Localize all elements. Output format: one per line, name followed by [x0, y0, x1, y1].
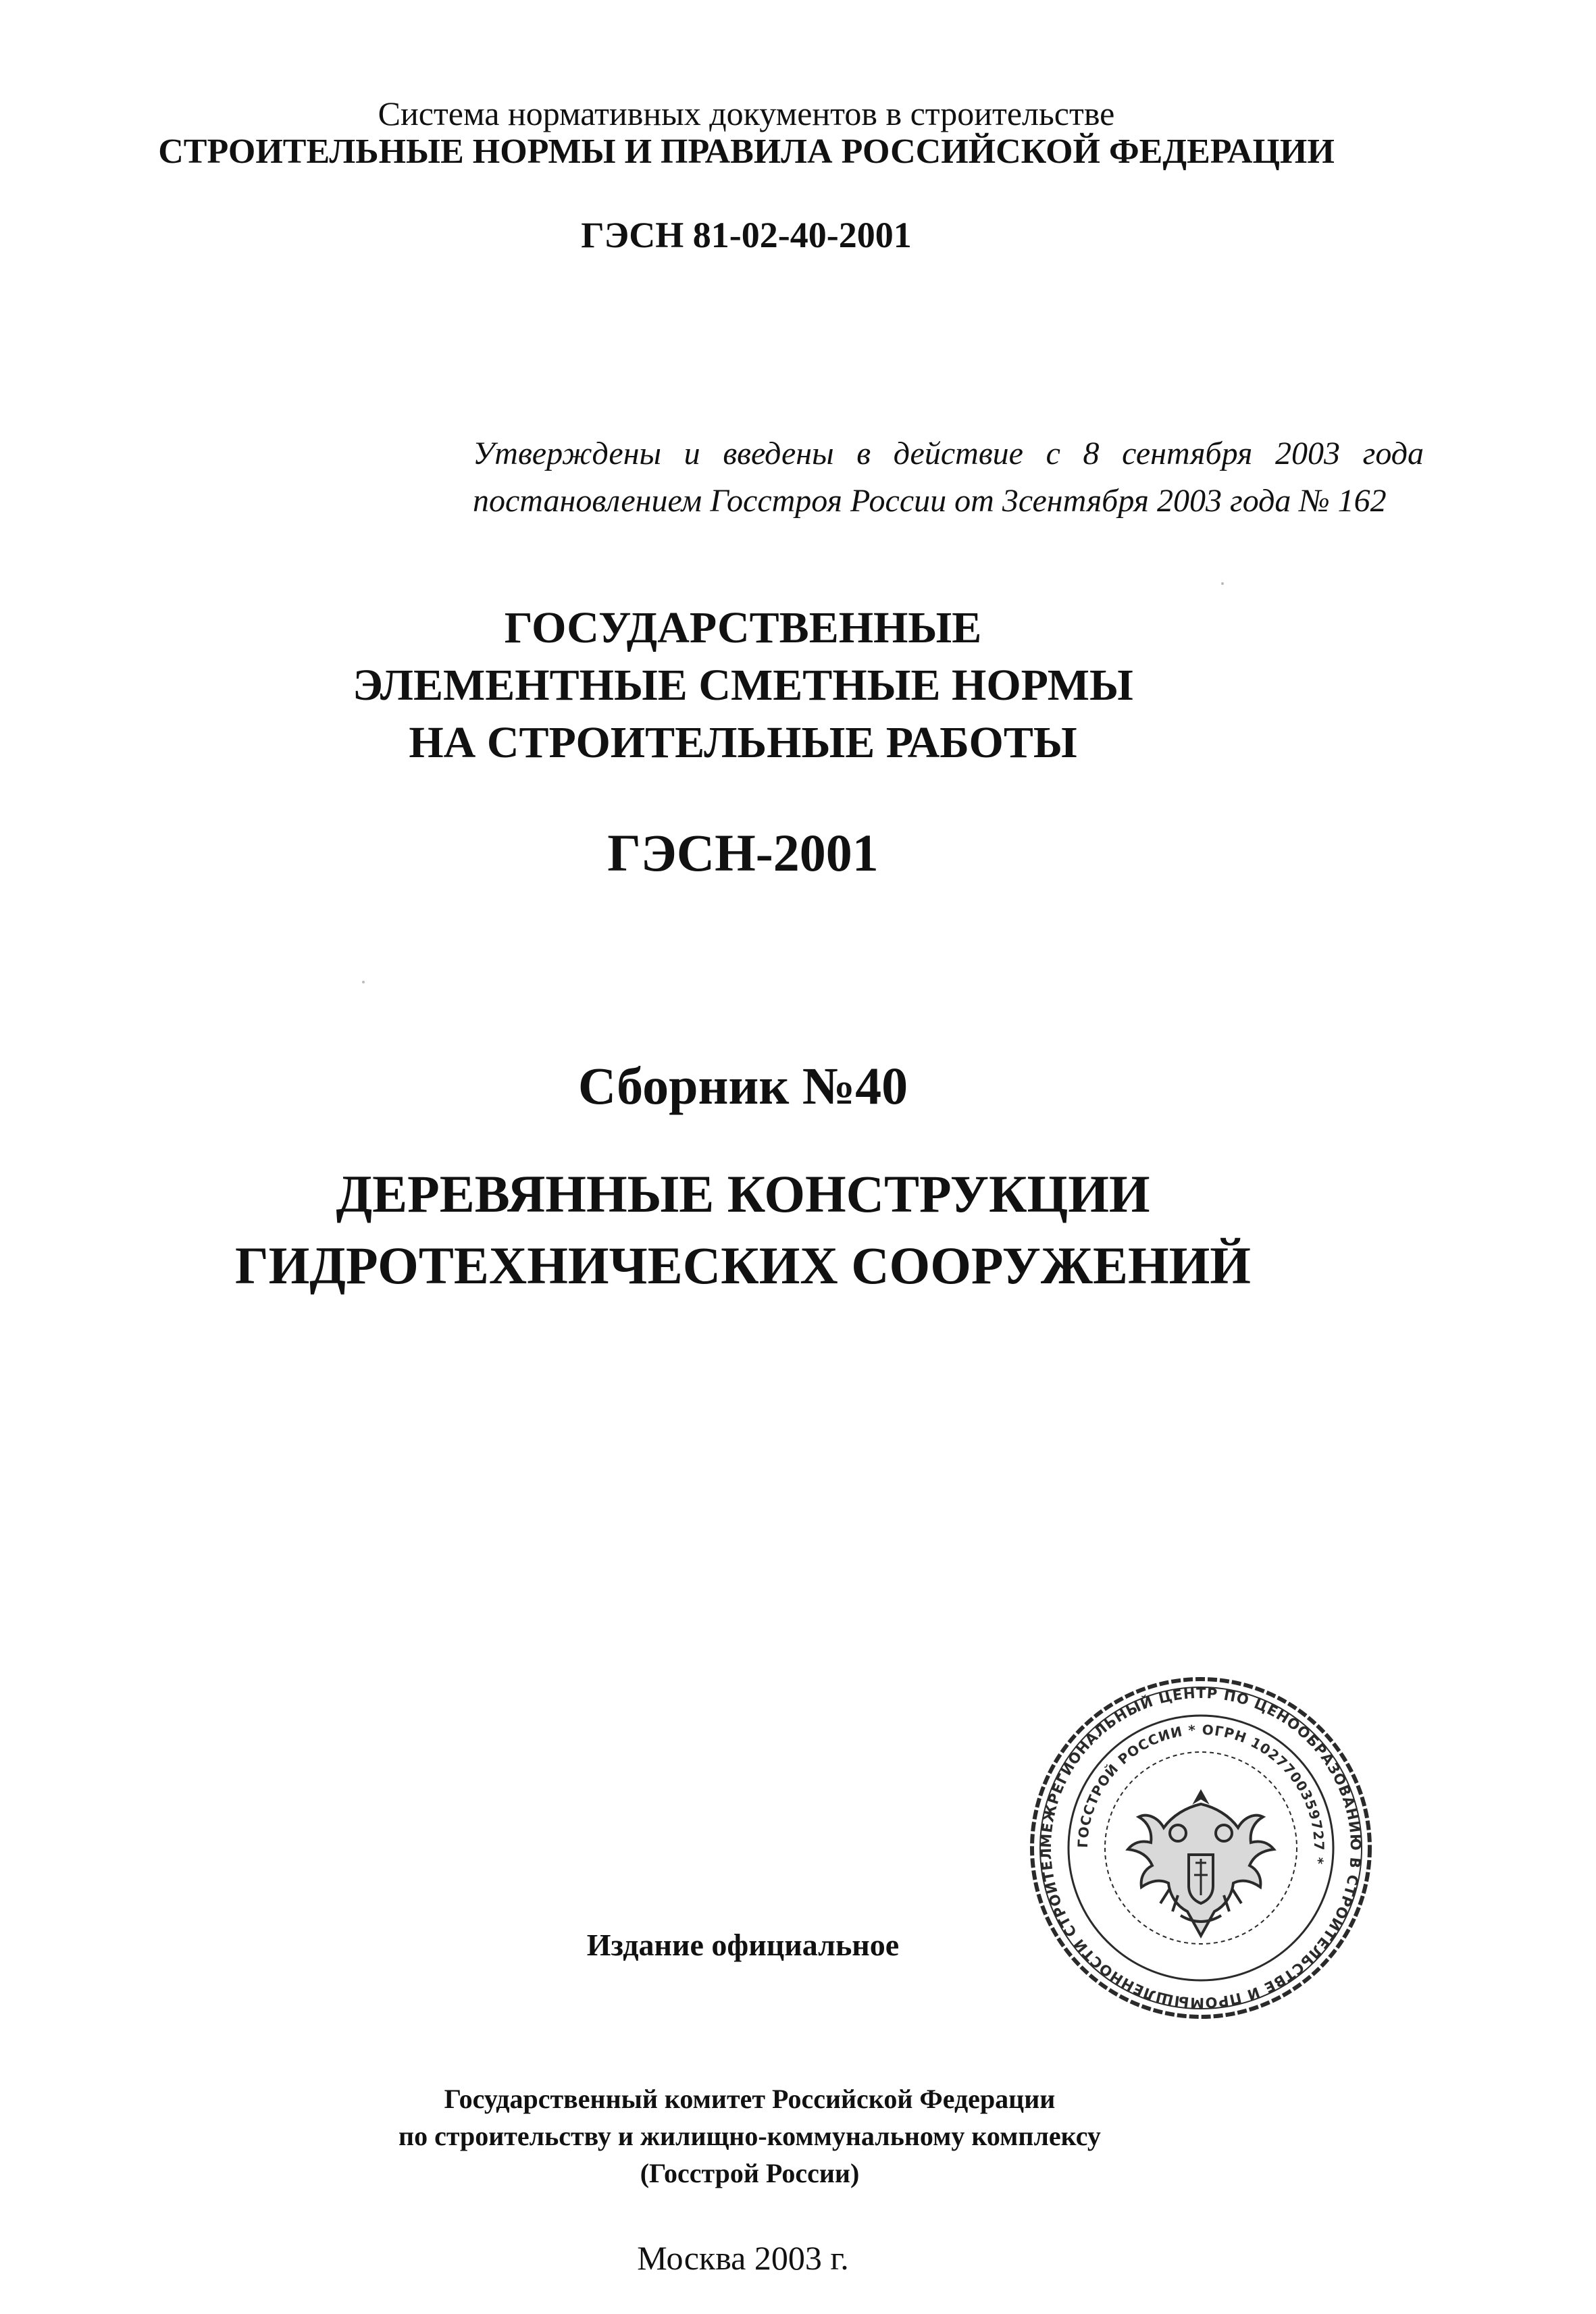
collection-subject-line-1: ДЕРЕВЯННЫЕ КОНСТРУКЦИИ — [336, 1164, 1150, 1223]
publisher-line-2: по строительству и жилищно-коммунальному комплексу — [398, 2121, 1101, 2151]
eagle-emblem-icon — [1128, 1791, 1274, 1936]
city-year: Москва 2003 г. — [637, 2239, 849, 2277]
approval-line-2: постановлением Госстроя России от 3сентября 2003 года № 162 — [473, 483, 1387, 519]
document-code: ГЭСН 81-02-40-2001 — [581, 215, 912, 255]
snip-heading: СТРОИТЕЛЬНЫЕ НОРМЫ И ПРАВИЛА РОССИЙСКОЙ ФЕДЕРАЦИИ — [158, 132, 1335, 171]
gesn-short-title: ГЭСН-2001 — [607, 823, 879, 882]
official-seal-stamp — [1025, 1672, 1376, 2024]
seal-inner-text: ГОССТРОЙ РОССИИ * ОГРН 1027700359727 * — [1074, 1721, 1328, 1866]
publisher-line-3: (Госстрой России) — [640, 2158, 860, 2188]
collection-number: Сборник №40 — [577, 1056, 908, 1115]
scan-speck — [362, 981, 365, 983]
scan-speck — [1221, 582, 1224, 585]
seal-outer-text: МЕЖРЕГИОНАЛЬНЫЙ ЦЕНТР ПО ЦЕНООБРАЗОВАНИЮ В СТРОИТЕЛЬСТВЕ И ПРОМЫШЛЕННОСТИ СТРОИТЕЛ — [1037, 1685, 1364, 2011]
title-line-2: ЭЛЕМЕНТНЫЕ СМЕТНЫЕ НОРМЫ — [353, 661, 1133, 710]
approval-line-1: Утверждены и введены в действие с 8 сентября 2003 года — [473, 436, 1424, 471]
title-line-3: НА СТРОИТЕЛЬНЫЕ РАБОТЫ — [409, 718, 1077, 767]
collection-subject-line-2: ГИДРОТЕХНИЧЕСКИХ СООРУЖЕНИЙ — [235, 1236, 1251, 1295]
title-line-1: ГОСУДАРСТВЕННЫЕ — [504, 603, 982, 652]
standards-system-line: Система нормативных документов в строительстве — [378, 95, 1115, 132]
official-edition-label: Издание официальное — [586, 1928, 900, 1962]
publisher-line-1: Государственный комитет Российской Федерации — [444, 2084, 1056, 2114]
